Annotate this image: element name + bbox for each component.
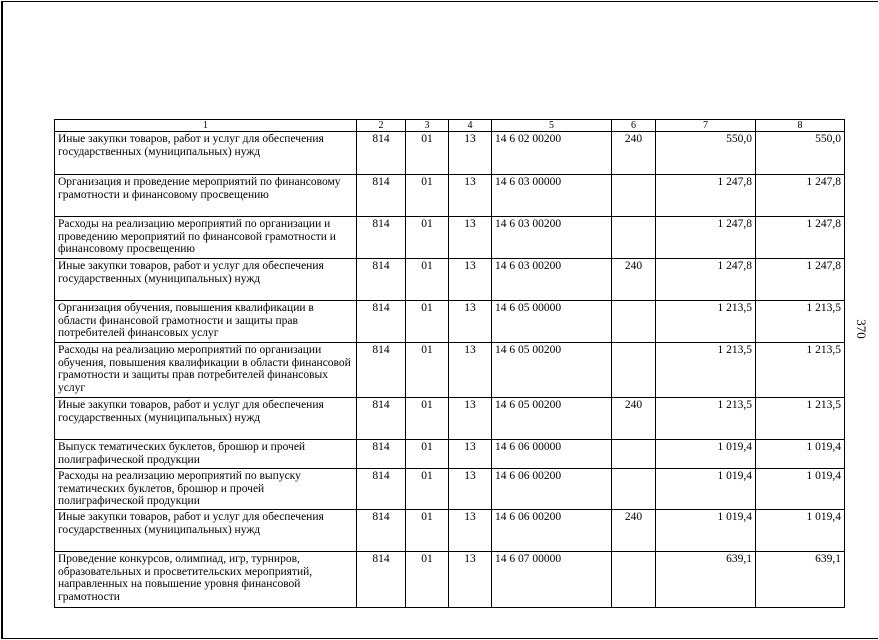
row-amount-7: 639,1: [656, 552, 756, 608]
col-header-4: 4: [449, 120, 492, 132]
col-header-1: 1: [55, 120, 357, 132]
row-amount-7: 1 019,4: [656, 440, 756, 469]
row-code-5: 14 6 06 00200: [492, 469, 612, 510]
row-name: Организация и проведение мероприятий по финансовому грамотности и финансовому просвещению: [55, 175, 357, 217]
row-amount-8: 639,1: [756, 552, 845, 608]
row-name: Выпуск тематических буклетов, брошюр и прочей полиграфической продукции: [55, 440, 357, 469]
row-code-5: 14 6 03 00200: [492, 217, 612, 259]
table-row: [55, 301, 845, 343]
row-code-4: 13: [449, 175, 492, 217]
row-code-3: 01: [406, 175, 449, 217]
row-code-6: [612, 175, 656, 217]
row-name: Расходы на реализацию мероприятий по выпуску тематических буклетов, брошюр и прочей полиграфической продукции: [55, 469, 357, 510]
row-code-4: 13: [449, 343, 492, 398]
row-amount-8: 1 247,8: [756, 259, 845, 301]
row-code-4: 13: [449, 259, 492, 301]
table-row: [55, 552, 845, 608]
row-code-2: 814: [357, 217, 406, 259]
row-amount-7: 1 213,5: [656, 301, 756, 343]
row-amount-8: 1 247,8: [756, 175, 845, 217]
row-code-6: 240: [612, 132, 656, 175]
table-row: [55, 440, 845, 469]
page-number: 370: [854, 319, 869, 339]
col-header-5: 5: [492, 120, 612, 132]
row-amount-8: 1 019,4: [756, 469, 845, 510]
budget-table: [54, 119, 845, 608]
row-amount-7: 550,0: [656, 132, 756, 175]
row-name: Иные закупки товаров, работ и услуг для обеспечения государственных (муниципальных) нужд: [55, 132, 357, 175]
row-amount-7: 1 213,5: [656, 343, 756, 398]
row-amount-7: 1 247,8: [656, 217, 756, 259]
row-code-4: 13: [449, 398, 492, 440]
row-name: Расходы на реализацию мероприятий по организации и проведению мероприятий по финансовой грамотности и финансовому просвещению: [55, 217, 357, 259]
row-code-2: 814: [357, 469, 406, 510]
row-code-4: 13: [449, 132, 492, 175]
row-code-5: 14 6 05 00000: [492, 301, 612, 343]
row-amount-7: 1 213,5: [656, 398, 756, 440]
row-code-2: 814: [357, 552, 406, 608]
row-code-2: 814: [357, 510, 406, 552]
row-name: Иные закупки товаров, работ и услуг для обеспечения государственных (муниципальных) нужд: [55, 510, 357, 552]
row-name: Проведение конкурсов, олимпиад, игр, турниров, образовательных и просветительских мероприятий, направленных на повышение уровня финансовой грамотности: [55, 552, 357, 608]
row-code-2: 814: [357, 132, 406, 175]
row-code-6: 240: [612, 510, 656, 552]
row-amount-8: 1 247,8: [756, 217, 845, 259]
table-row: [55, 510, 845, 552]
row-amount-8: 1 213,5: [756, 301, 845, 343]
row-code-5: 14 6 03 00200: [492, 259, 612, 301]
row-code-3: 01: [406, 440, 449, 469]
row-code-4: 13: [449, 552, 492, 608]
row-code-3: 01: [406, 132, 449, 175]
row-code-4: 13: [449, 469, 492, 510]
row-code-2: 814: [357, 259, 406, 301]
col-header-3: 3: [406, 120, 449, 132]
row-code-3: 01: [406, 398, 449, 440]
row-code-6: [612, 343, 656, 398]
col-header-6: 6: [612, 120, 656, 132]
row-code-2: 814: [357, 398, 406, 440]
row-code-6: [612, 301, 656, 343]
row-code-3: 01: [406, 469, 449, 510]
row-amount-7: 1 247,8: [656, 175, 756, 217]
col-header-2: 2: [357, 120, 406, 132]
row-code-5: 14 6 06 00200: [492, 510, 612, 552]
table-row: [55, 343, 845, 398]
row-code-5: 14 6 05 00200: [492, 398, 612, 440]
row-code-3: 01: [406, 343, 449, 398]
row-code-6: 240: [612, 259, 656, 301]
row-code-3: 01: [406, 301, 449, 343]
row-code-4: 13: [449, 301, 492, 343]
row-code-4: 13: [449, 440, 492, 469]
table-row: [55, 175, 845, 217]
row-amount-8: 1 019,4: [756, 510, 845, 552]
row-name: Организация обучения, повышения квалификации в области финансовой грамотности и защиты прав потребителей финансовых услуг: [55, 301, 357, 343]
table-row: [55, 469, 845, 510]
table-row: [55, 217, 845, 259]
table-row: [55, 259, 845, 301]
row-code-2: 814: [357, 343, 406, 398]
row-code-5: 14 6 07 00000: [492, 552, 612, 608]
row-name: Расходы на реализацию мероприятий по организации обучения, повышения квалификации в области финансовой грамотности и защиты прав потребителей финансовых услуг: [55, 343, 357, 398]
row-code-3: 01: [406, 552, 449, 608]
row-code-4: 13: [449, 217, 492, 259]
row-code-5: 14 6 06 00000: [492, 440, 612, 469]
row-code-6: [612, 217, 656, 259]
row-code-5: 14 6 03 00000: [492, 175, 612, 217]
row-code-6: [612, 440, 656, 469]
row-code-4: 13: [449, 510, 492, 552]
row-code-6: 240: [612, 398, 656, 440]
table-row: [55, 132, 845, 175]
row-amount-8: 550,0: [756, 132, 845, 175]
row-code-3: 01: [406, 510, 449, 552]
row-amount-8: 1 019,4: [756, 440, 845, 469]
row-code-3: 01: [406, 217, 449, 259]
row-code-3: 01: [406, 259, 449, 301]
row-code-2: 814: [357, 440, 406, 469]
row-amount-8: 1 213,5: [756, 343, 845, 398]
table-row: [55, 398, 845, 440]
row-code-5: 14 6 02 00200: [492, 132, 612, 175]
row-amount-7: 1 019,4: [656, 469, 756, 510]
row-name: Иные закупки товаров, работ и услуг для обеспечения государственных (муниципальных) нужд: [55, 398, 357, 440]
row-code-2: 814: [357, 301, 406, 343]
col-header-7: 7: [656, 120, 756, 132]
header-row: [55, 120, 845, 132]
row-amount-7: 1 247,8: [656, 259, 756, 301]
row-code-6: [612, 552, 656, 608]
row-code-5: 14 6 05 00200: [492, 343, 612, 398]
row-name: Иные закупки товаров, работ и услуг для обеспечения государственных (муниципальных) нужд: [55, 259, 357, 301]
row-amount-8: 1 213,5: [756, 398, 845, 440]
col-header-8: 8: [756, 120, 845, 132]
row-code-6: [612, 469, 656, 510]
row-amount-7: 1 019,4: [656, 510, 756, 552]
row-code-2: 814: [357, 175, 406, 217]
table-body: [55, 132, 845, 608]
